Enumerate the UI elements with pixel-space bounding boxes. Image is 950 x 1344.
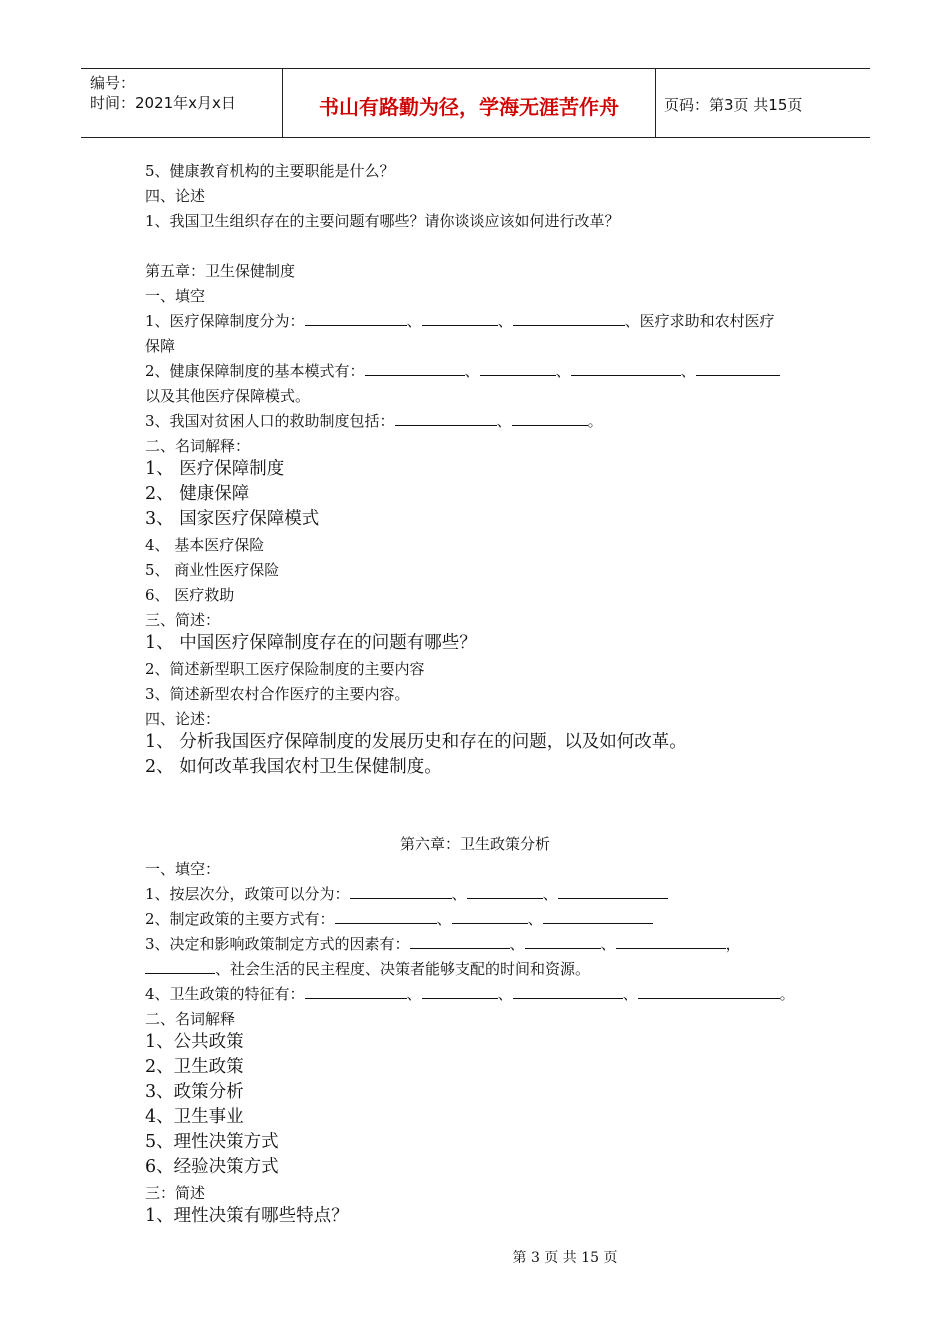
section-heading: 一、填空： xyxy=(145,860,221,878)
answer-blank[interactable] xyxy=(452,909,528,924)
answer-blank[interactable] xyxy=(350,884,452,899)
term-item: 6、经验决策方式 xyxy=(145,1157,279,1177)
answer-blank[interactable] xyxy=(480,361,556,376)
term-item: 2、卫生政策 xyxy=(145,1057,244,1077)
question-line: 2、简述新型职工医疗保险制度的主要内容 xyxy=(145,660,425,678)
separator: 、 xyxy=(600,935,616,953)
page-footer: 第 3 页 共 15 页 xyxy=(512,1250,618,1266)
fill-question-text: 3、我国对贫困人口的救助制度包括： xyxy=(145,412,395,430)
separator: 、 xyxy=(496,412,512,430)
answer-blank[interactable] xyxy=(422,311,498,326)
separator: 、 xyxy=(436,910,452,928)
term-item: 6、 医疗救助 xyxy=(145,586,235,604)
fill-question xyxy=(145,909,653,929)
answer-blank[interactable] xyxy=(638,984,780,999)
answer-blank[interactable] xyxy=(335,909,437,924)
separator: ， xyxy=(725,935,741,953)
answer-blank[interactable] xyxy=(422,984,498,999)
question-line: 2、 如何改革我国农村卫生保健制度。 xyxy=(145,757,442,777)
answer-blank[interactable] xyxy=(305,311,407,326)
header-right-cell xyxy=(655,69,870,137)
answer-blank[interactable] xyxy=(512,411,588,426)
separator: 、 xyxy=(464,362,480,380)
section-heading: 一、填空 xyxy=(145,287,206,305)
fill-question xyxy=(145,934,741,954)
date-label: 时间：2021年x月x日 xyxy=(90,94,236,112)
section-heading: 四、论述 xyxy=(145,187,206,205)
fill-question xyxy=(145,884,668,904)
chapter-title: 第五章：卫生保健制度 xyxy=(145,262,296,280)
term-item: 4、卫生事业 xyxy=(145,1107,244,1127)
separator: 、 xyxy=(527,910,543,928)
answer-blank[interactable] xyxy=(616,934,726,949)
answer-blank[interactable] xyxy=(543,909,653,924)
separator: 。 xyxy=(587,412,603,430)
answer-blank[interactable] xyxy=(513,984,623,999)
answer-blank[interactable] xyxy=(571,361,681,376)
section-heading: 三：简述 xyxy=(145,1184,206,1202)
answer-blank[interactable] xyxy=(525,934,601,949)
fill-question-text: 1、按层次分，政策可以分为： xyxy=(145,885,350,903)
answer-blank[interactable] xyxy=(467,884,543,899)
fill-question xyxy=(145,411,603,431)
page-header xyxy=(81,68,870,138)
separator: 、 xyxy=(406,312,422,330)
term-item: 3、政策分析 xyxy=(145,1082,244,1102)
answer-blank[interactable] xyxy=(145,959,215,974)
answer-blank[interactable] xyxy=(410,934,510,949)
term-item: 1、公共政策 xyxy=(145,1032,244,1052)
question-line: 5、健康教育机构的主要职能是什么？ xyxy=(145,162,395,180)
number-label: 编号： xyxy=(90,74,136,92)
fill-question-text: 2、健康保障制度的基本模式有： xyxy=(145,362,365,380)
separator: 、 xyxy=(680,362,696,380)
separator: 、 xyxy=(497,985,513,1003)
page-label: 页码：第3页 共15页 xyxy=(664,96,803,114)
separator: 、 xyxy=(542,885,558,903)
fill-question-text: 、医疗求助和农村医疗 xyxy=(624,312,775,330)
fill-question-text: 1、医疗保障制度分为： xyxy=(145,312,305,330)
fill-question-text: 2、制定政策的主要方式有： xyxy=(145,910,335,928)
fill-question-text: 、社会生活的民主程度、决策者能够支配的时间和资源。 xyxy=(215,960,591,978)
term-item: 3、 国家医疗保障模式 xyxy=(145,509,320,529)
fill-question-text: 3、决定和影响政策制定方式的因素有： xyxy=(145,935,410,953)
section-heading: 三、简述： xyxy=(145,611,221,629)
chapter-title: 第六章：卫生政策分析 xyxy=(399,835,550,853)
fill-question xyxy=(145,361,780,381)
motto: 书山有路勤为径，学海无涯苦作舟 xyxy=(319,95,619,119)
separator: 、 xyxy=(622,985,638,1003)
term-item: 2、 健康保障 xyxy=(145,484,250,504)
answer-blank[interactable] xyxy=(365,361,465,376)
answer-blank[interactable] xyxy=(696,361,780,376)
question-line: 1、我国卫生组织存在的主要问题有哪些？请你谈谈应该如何进行改革？ xyxy=(145,212,620,230)
question-line: 以及其他医疗保障模式。 xyxy=(145,387,311,405)
separator: 、 xyxy=(555,362,571,380)
answer-blank[interactable] xyxy=(395,411,497,426)
header-left-cell xyxy=(81,69,281,137)
fill-question xyxy=(145,959,590,979)
question-line: 1、 分析我国医疗保障制度的发展历史和存在的问题，以及如何改革。 xyxy=(145,732,687,752)
question-line: 1、 中国医疗保障制度存在的问题有哪些？ xyxy=(145,633,477,653)
question-line: 3、简述新型农村合作医疗的主要内容。 xyxy=(145,685,410,703)
section-heading: 二、名词解释： xyxy=(145,437,251,455)
separator: 、 xyxy=(451,885,467,903)
fill-question xyxy=(145,311,775,331)
term-item: 4、 基本医疗保险 xyxy=(145,536,265,554)
separator: 、 xyxy=(509,935,525,953)
separator: 、 xyxy=(406,985,422,1003)
term-item: 5、理性决策方式 xyxy=(145,1132,279,1152)
fill-question xyxy=(145,984,795,1004)
section-heading: 四、论述： xyxy=(145,710,221,728)
question-line: 保障 xyxy=(145,337,176,355)
term-item: 1、 医疗保障制度 xyxy=(145,459,285,479)
fill-question-text: 4、卫生政策的特征有： xyxy=(145,985,305,1003)
section-heading: 二、名词解释 xyxy=(145,1010,236,1028)
header-middle-cell xyxy=(282,69,656,137)
separator: 、 xyxy=(497,312,513,330)
answer-blank[interactable] xyxy=(305,984,407,999)
term-item: 5、 商业性医疗保险 xyxy=(145,561,280,579)
question-line: 1、理性决策有哪些特点？ xyxy=(145,1206,349,1226)
answer-blank[interactable] xyxy=(513,311,625,326)
separator: 。 xyxy=(779,985,795,1003)
answer-blank[interactable] xyxy=(558,884,668,899)
